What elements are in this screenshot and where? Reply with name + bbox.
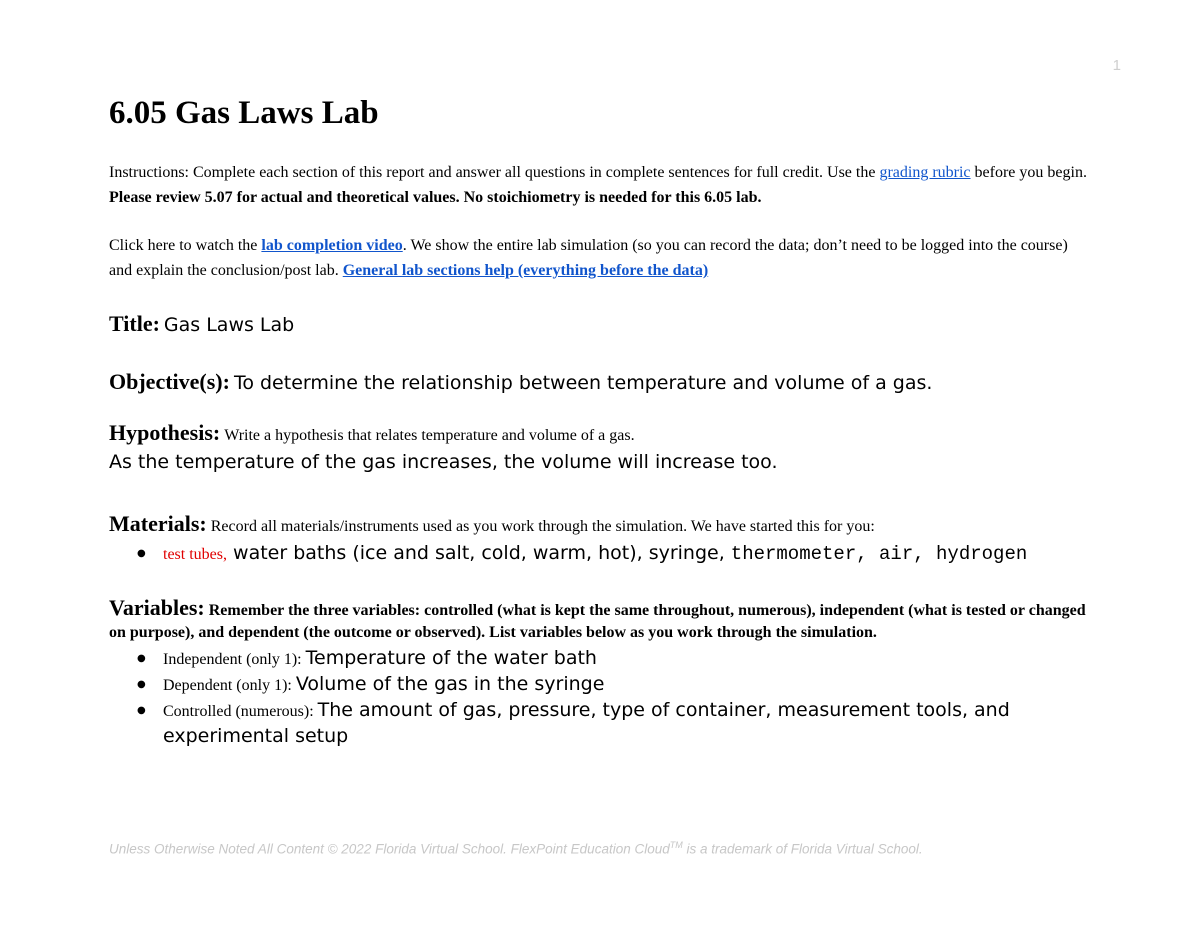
controlled-label: Controlled (numerous): <box>163 703 318 720</box>
materials-list <box>109 541 1094 567</box>
list-item <box>163 646 1094 672</box>
general-lab-help-link[interactable]: General lab sections help (everything before the data) <box>342 262 709 279</box>
video-text-cont: . We show the entire lab simulation (so you can record the data; don’t need to be logged into the course) and explain the conclusion/post lab. <box>109 237 1068 279</box>
variables-prompt: Remember the three variables: controlled (what is kept the same throughout, numerous), independent (what is tested or changed on purpose), and dependent (the outcome or observed). List variables below as you work through the simulation. <box>109 602 1086 641</box>
dependent-answer[interactable]: Volume of the gas in the syringe <box>295 673 605 695</box>
trademark-mark: TM <box>669 840 683 850</box>
materials-answer[interactable]: water baths (ice and salt, cold, warm, hot), syringe, <box>227 542 731 564</box>
hypothesis-label: Hypothesis: <box>109 420 221 445</box>
footer-copyright <box>109 840 923 857</box>
footer-text: Unless Otherwise Noted All Content © 2022 Florida Virtual School. FlexPoint Education Cloud <box>109 841 670 857</box>
materials-given: test tubes, <box>163 546 227 563</box>
dependent-label: Dependent (only 1): <box>163 677 296 694</box>
title-answer[interactable]: Gas Laws Lab <box>163 314 295 336</box>
video-text: Click here to watch the <box>109 237 262 254</box>
list-item <box>163 698 1094 750</box>
document-title: 6.05 Gas Laws Lab <box>109 95 379 131</box>
variables-section <box>109 597 1094 750</box>
objective-section <box>109 367 1094 400</box>
instructions-paragraph <box>109 160 1094 210</box>
objective-answer[interactable]: To determine the relationship between temperature and volume of a gas. <box>233 372 933 394</box>
materials-answer-mono[interactable]: thermometer, air, hydrogen <box>730 543 1028 565</box>
materials-prompt: Record all materials/instruments used as you work through the simulation. We have started this for you: <box>210 518 875 535</box>
materials-section <box>109 510 1094 567</box>
independent-label: Independent (only 1): <box>163 651 306 668</box>
hypothesis-prompt: Write a hypothesis that relates temperature and volume of a gas. <box>224 427 635 444</box>
variables-label: Variables: <box>109 595 205 620</box>
list-item <box>163 541 1094 567</box>
lab-completion-video-link[interactable]: lab completion video <box>261 237 403 254</box>
document-content <box>109 92 1094 750</box>
page-number: 1 <box>1112 57 1121 74</box>
variables-list <box>109 646 1094 750</box>
footer-text-cont: is a trademark of Florida Virtual School. <box>682 841 923 857</box>
controlled-answer[interactable]: The amount of gas, pressure, type of container, measurement tools, and experimental setup <box>163 699 1010 747</box>
instructions-text: Instructions: Complete each section of this report and answer all questions in complete sentences for full credit. Use the <box>109 164 880 181</box>
instructions-text-cont: before you begin. <box>970 164 1087 181</box>
hypothesis-answer[interactable]: As the temperature of the gas increases, the volume will increase too. <box>109 451 778 473</box>
title-section <box>109 309 1094 342</box>
independent-answer[interactable]: Temperature of the water bath <box>305 647 597 669</box>
list-item <box>163 672 1094 698</box>
objective-label: Objective(s): <box>109 369 230 394</box>
grading-rubric-link[interactable]: grading rubric <box>879 164 971 181</box>
materials-label: Materials: <box>109 511 207 536</box>
title-label: Title: <box>109 311 160 336</box>
video-paragraph <box>109 233 1094 283</box>
hypothesis-section <box>109 419 1094 474</box>
instructions-bold-note: Please review 5.07 for actual and theoretical values. No stoichiometry is needed for this 6.05 lab. <box>109 189 762 206</box>
